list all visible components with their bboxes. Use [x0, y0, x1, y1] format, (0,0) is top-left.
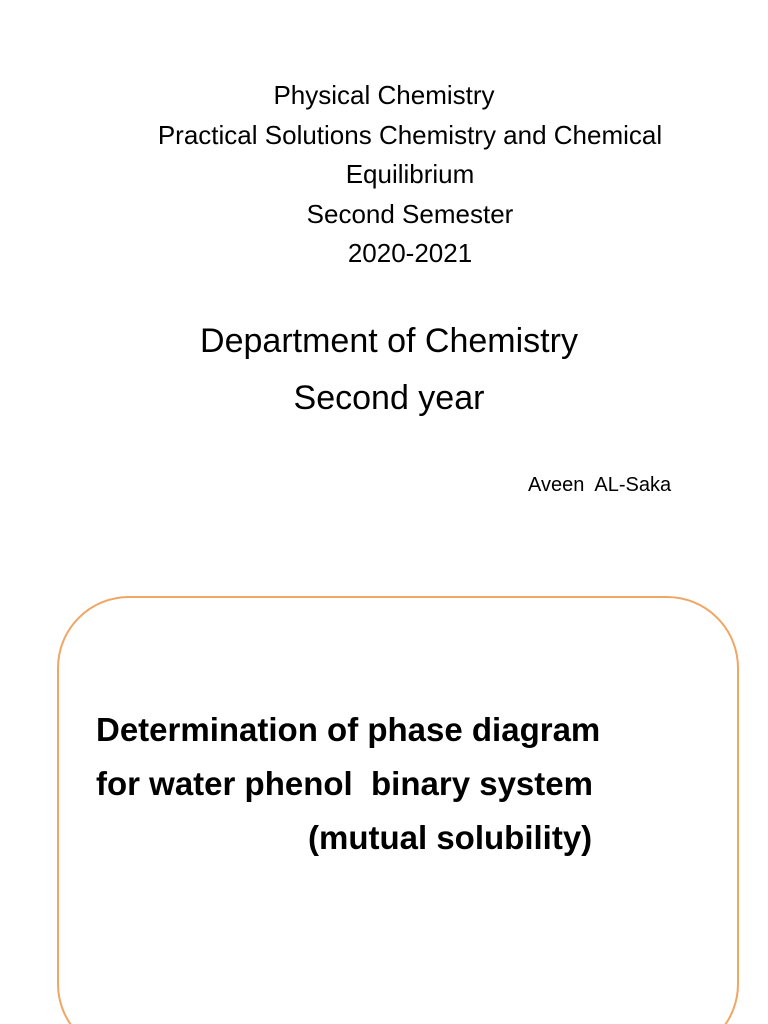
topic-title: [96, 703, 736, 865]
course-header: [0, 76, 768, 274]
department-block: [0, 313, 768, 427]
topic-line-3: (mutual solubility): [308, 819, 593, 856]
course-title-continued: Equilibrium: [345, 159, 475, 189]
course-title: Practical Solutions Chemistry and Chemical: [157, 119, 663, 150]
course-subject: Physical Chemistry: [273, 80, 495, 110]
department-level: Second year: [293, 379, 485, 417]
author-name: Aveen AL-Saka: [528, 474, 672, 496]
course-semester: Second Semester: [306, 198, 514, 229]
department-name: Department of Chemistry: [200, 322, 578, 360]
topic-line-2: for water phenol binary system: [96, 765, 593, 802]
course-year: 2020-2021: [347, 238, 473, 268]
topic-line-1: Determination of phase diagram: [96, 711, 601, 748]
